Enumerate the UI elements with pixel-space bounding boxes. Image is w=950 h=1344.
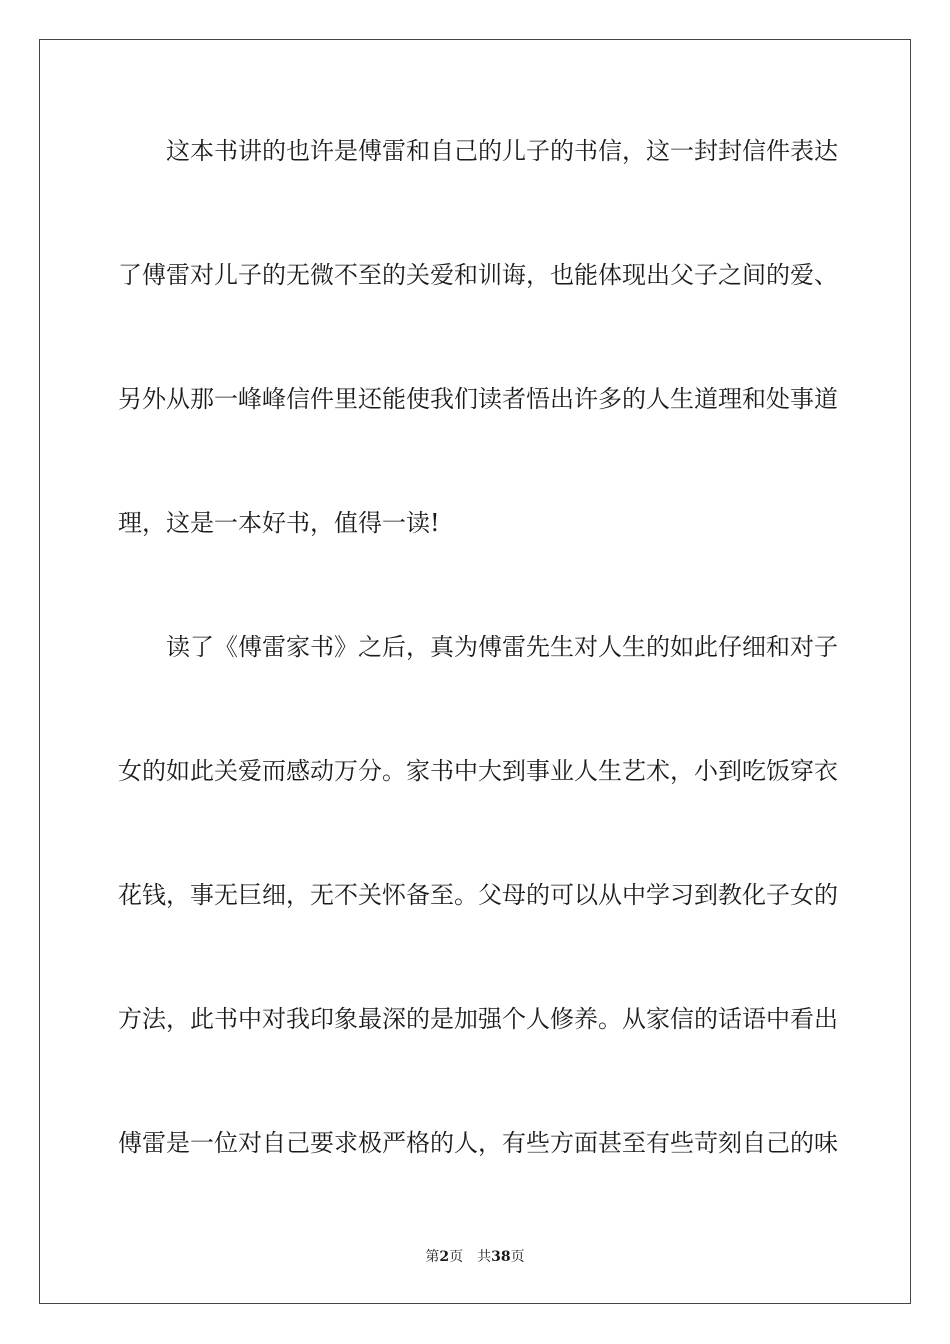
total-label-suffix: 页 xyxy=(510,1249,525,1265)
total-pages: 38 xyxy=(491,1249,511,1265)
paragraph-2-line-4: 方法，此书中对我印象最深的是加强个人修养。从家信的话语中看出 xyxy=(118,1005,838,1033)
page-border xyxy=(39,39,911,1304)
page-number: 2 xyxy=(439,1249,450,1265)
page-label-prefix: 第 xyxy=(425,1249,440,1265)
paragraph-2-line-2: 女的如此关爱而感动万分。家书中大到事业人生艺术，小到吃饭穿衣 xyxy=(118,757,838,785)
page-label-suffix: 页 xyxy=(449,1249,464,1265)
paragraph-1-line-3: 另外从那一峰峰信件里还能使我们读者悟出许多的人生道理和处事道 xyxy=(118,385,838,413)
paragraph-1-line-1: 这本书讲的也许是傅雷和自己的儿子的书信，这一封封信件表达 xyxy=(166,137,838,165)
paragraph-2-line-3: 花钱，事无巨细，无不关怀备至。父母的可以从中学习到教化子女的 xyxy=(118,881,838,909)
paragraph-1-line-4: 理，这是一本好书，值得一读! xyxy=(118,509,440,537)
paragraph-1-line-2: 了傅雷对儿子的无微不至的关爱和训诲，也能体现出父子之间的爱、 xyxy=(118,261,838,289)
paragraph-2-line-1: 读了《傅雷家书》之后，真为傅雷先生对人生的如此仔细和对子 xyxy=(166,633,838,661)
page-footer xyxy=(0,1248,950,1266)
paragraph-2-line-5: 傅雷是一位对自己要求极严格的人，有些方面甚至有些苛刻自己的味 xyxy=(118,1129,838,1157)
total-label-prefix: 共 xyxy=(477,1249,492,1265)
